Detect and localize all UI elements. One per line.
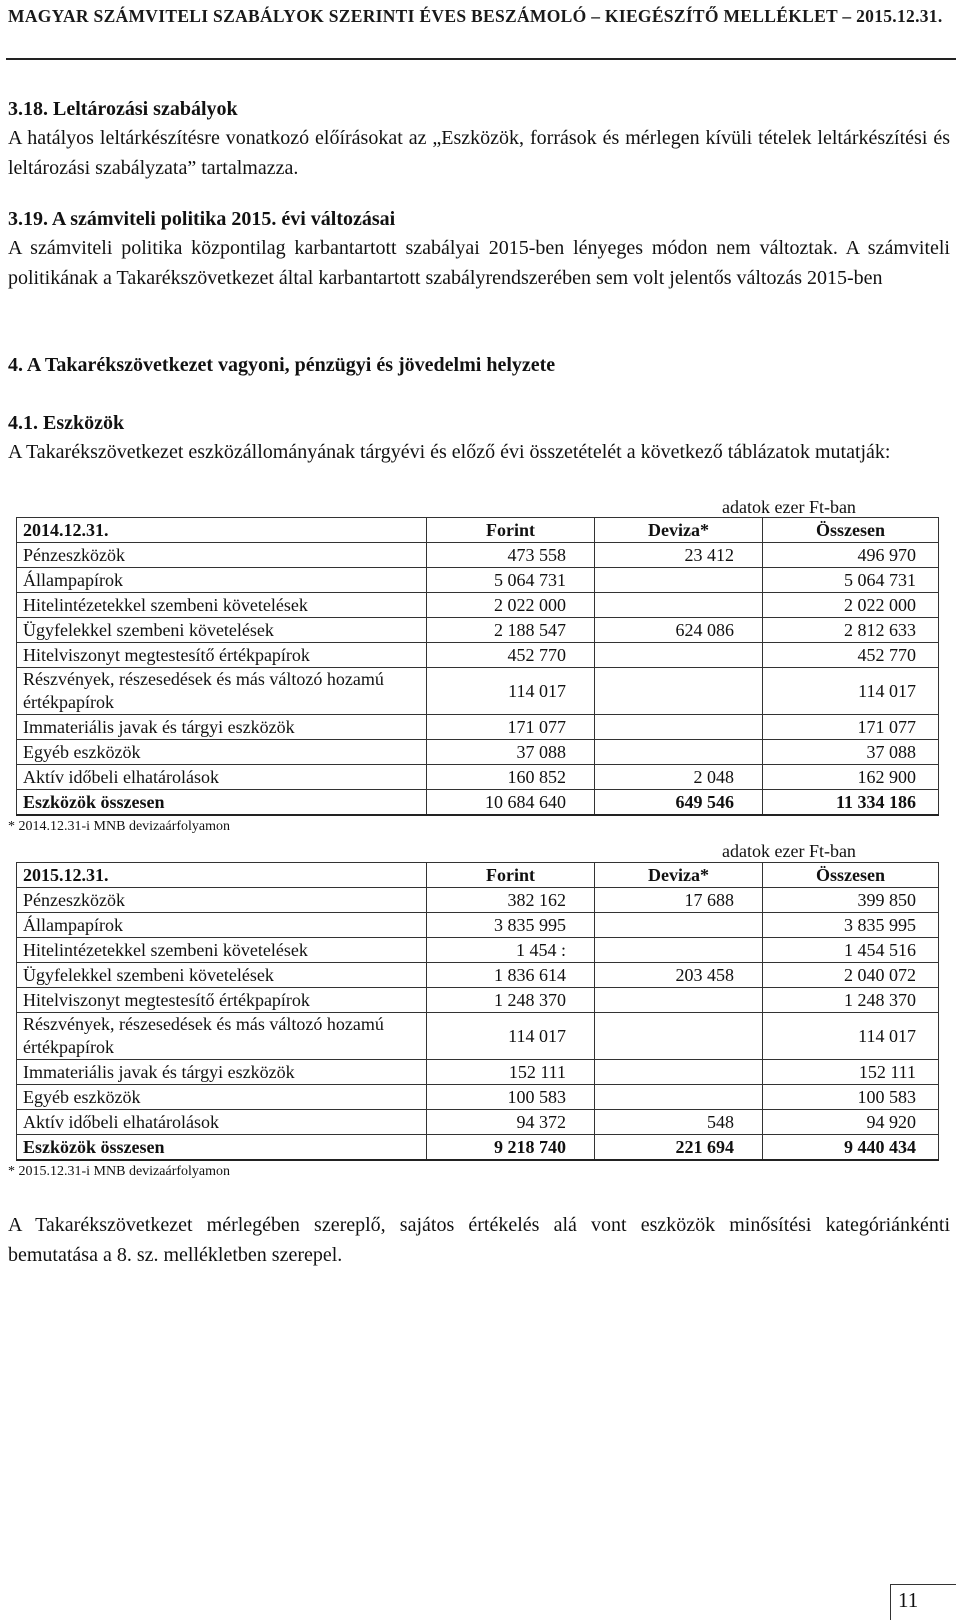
cell-osszesen: 2 022 000 bbox=[763, 593, 939, 618]
table-row bbox=[17, 715, 939, 740]
row-label: Immateriális javak és tárgyi eszközök bbox=[17, 1060, 427, 1085]
cell-deviza bbox=[595, 988, 763, 1013]
total-forint: 10 684 640 bbox=[427, 790, 595, 816]
cell-osszesen: 5 064 731 bbox=[763, 568, 939, 593]
cell-deviza: 17 688 bbox=[595, 888, 763, 913]
footnote-2014: * 2014.12.31-i MNB devizaárfolyamon bbox=[8, 819, 231, 834]
assets-table-2014 bbox=[16, 517, 939, 816]
closing-text: A Takarékszövetkezet mérlegében szereplő, sajátos értékelés alá vont eszközök minősítési kategóriánkénti bemutatása a 8. sz. mellékletben szerepel. bbox=[8, 1214, 950, 1266]
row-label: Állampapírok bbox=[17, 913, 427, 938]
row-label: Ügyfelekkel szembeni követelések bbox=[17, 963, 427, 988]
table-row bbox=[17, 543, 939, 568]
cell-osszesen: 2 040 072 bbox=[763, 963, 939, 988]
cell-forint: 1 248 370 bbox=[427, 988, 595, 1013]
header-osszesen: Összesen bbox=[763, 863, 939, 888]
row-label: Részvények, részesedések és más változó hozamú értékpapírok bbox=[17, 668, 427, 715]
row-label: Állampapírok bbox=[17, 568, 427, 593]
cell-deviza bbox=[595, 938, 763, 963]
assets-table-2015 bbox=[16, 862, 939, 1161]
cell-deviza bbox=[595, 643, 763, 668]
row-label: Részvények, részesedések és más változó hozamú értékpapírok bbox=[17, 1013, 427, 1060]
cell-deviza: 624 086 bbox=[595, 618, 763, 643]
row-label: Pénzeszközök bbox=[17, 543, 427, 568]
cell-forint: 382 162 bbox=[427, 888, 595, 913]
total-deviza: 649 546 bbox=[595, 790, 763, 816]
cell-deviza bbox=[595, 1085, 763, 1110]
cell-deviza: 23 412 bbox=[595, 543, 763, 568]
cell-osszesen: 399 850 bbox=[763, 888, 939, 913]
row-label: Immateriális javak és tárgyi eszközök bbox=[17, 715, 427, 740]
cell-osszesen: 452 770 bbox=[763, 643, 939, 668]
table-row bbox=[17, 913, 939, 938]
cell-deviza: 548 bbox=[595, 1110, 763, 1135]
total-label: Eszközök összesen bbox=[17, 790, 427, 816]
table-row bbox=[17, 988, 939, 1013]
cell-osszesen: 1 454 516 bbox=[763, 938, 939, 963]
cell-osszesen: 2 812 633 bbox=[763, 618, 939, 643]
section-3-18-text: A hatályos leltárkészítésre vonatkozó előírásokat az „Eszközök, források és mérlegen kívüli tételek leltárkészítési és leltározási szabályzata” tartalmazza. bbox=[8, 127, 950, 179]
row-label: Pénzeszközök bbox=[17, 888, 427, 913]
cell-deviza bbox=[595, 913, 763, 938]
cell-forint: 100 583 bbox=[427, 1085, 595, 1110]
cell-forint: 114 017 bbox=[427, 668, 595, 715]
cell-deviza bbox=[595, 740, 763, 765]
table-total-row bbox=[17, 1135, 939, 1161]
header-deviza: Deviza* bbox=[595, 518, 763, 543]
cell-deviza bbox=[595, 715, 763, 740]
cell-osszesen: 496 970 bbox=[763, 543, 939, 568]
unit-note-2014: adatok ezer Ft-ban bbox=[722, 497, 856, 517]
cell-deviza bbox=[595, 568, 763, 593]
cell-deviza bbox=[595, 668, 763, 715]
cell-forint: 5 064 731 bbox=[427, 568, 595, 593]
cell-forint: 3 835 995 bbox=[427, 913, 595, 938]
cell-forint: 452 770 bbox=[427, 643, 595, 668]
cell-deviza bbox=[595, 1060, 763, 1085]
cell-osszesen: 37 088 bbox=[763, 740, 939, 765]
cell-forint: 1 836 614 bbox=[427, 963, 595, 988]
table-row bbox=[17, 740, 939, 765]
cell-forint: 1 454 : bbox=[427, 938, 595, 963]
table-header-row bbox=[17, 863, 939, 888]
header-divider bbox=[6, 58, 956, 60]
cell-osszesen: 94 920 bbox=[763, 1110, 939, 1135]
row-label: Hitelviszonyt megtestesítő értékpapírok bbox=[17, 988, 427, 1013]
cell-osszesen: 3 835 995 bbox=[763, 913, 939, 938]
cell-deviza: 203 458 bbox=[595, 963, 763, 988]
cell-forint: 171 077 bbox=[427, 715, 595, 740]
section-3-19-heading: 3.19. A számviteli politika 2015. évi változásai bbox=[8, 208, 396, 230]
cell-forint: 94 372 bbox=[427, 1110, 595, 1135]
cell-forint: 2 188 547 bbox=[427, 618, 595, 643]
cell-deviza: 2 048 bbox=[595, 765, 763, 790]
table-row bbox=[17, 1013, 939, 1060]
row-label: Ügyfelekkel szembeni követelések bbox=[17, 618, 427, 643]
table-row bbox=[17, 765, 939, 790]
table-row bbox=[17, 963, 939, 988]
cell-osszesen: 152 111 bbox=[763, 1060, 939, 1085]
cell-osszesen: 162 900 bbox=[763, 765, 939, 790]
section-4-1-text: A Takarékszövetkezet eszközállományának tárgyévi és előző évi összetételét a következő táblázatok mutatják: bbox=[8, 441, 891, 463]
cell-forint: 114 017 bbox=[427, 1013, 595, 1060]
cell-forint: 152 111 bbox=[427, 1060, 595, 1085]
page-number-rule bbox=[890, 1584, 956, 1585]
header-date: 2014.12.31. bbox=[17, 518, 427, 543]
table-row bbox=[17, 668, 939, 715]
table-row bbox=[17, 938, 939, 963]
total-label: Eszközök összesen bbox=[17, 1135, 427, 1161]
header-forint: Forint bbox=[427, 863, 595, 888]
table-row bbox=[17, 618, 939, 643]
cell-forint: 160 852 bbox=[427, 765, 595, 790]
cell-osszesen: 114 017 bbox=[763, 668, 939, 715]
cell-forint: 473 558 bbox=[427, 543, 595, 568]
table-row bbox=[17, 1110, 939, 1135]
table-row bbox=[17, 1085, 939, 1110]
total-deviza: 221 694 bbox=[595, 1135, 763, 1161]
cell-osszesen: 1 248 370 bbox=[763, 988, 939, 1013]
row-label: Aktív időbeli elhatárolások bbox=[17, 765, 427, 790]
header-date: 2015.12.31. bbox=[17, 863, 427, 888]
section-4-1-heading: 4.1. Eszközök bbox=[8, 412, 125, 434]
cell-deviza bbox=[595, 593, 763, 618]
footnote-2015: * 2015.12.31-i MNB devizaárfolyamon bbox=[8, 1164, 231, 1179]
table-row bbox=[17, 643, 939, 668]
row-label: Hitelviszonyt megtestesítő értékpapírok bbox=[17, 643, 427, 668]
cell-osszesen: 171 077 bbox=[763, 715, 939, 740]
header-deviza: Deviza* bbox=[595, 863, 763, 888]
header-forint: Forint bbox=[427, 518, 595, 543]
total-osszesen: 9 440 434 bbox=[763, 1135, 939, 1161]
cell-forint: 37 088 bbox=[427, 740, 595, 765]
page-number-divider bbox=[890, 1584, 891, 1620]
cell-osszesen: 100 583 bbox=[763, 1085, 939, 1110]
total-osszesen: 11 334 186 bbox=[763, 790, 939, 816]
row-label: Hitelintézetekkel szembeni követelések bbox=[17, 593, 427, 618]
table-total-row bbox=[17, 790, 939, 816]
table-row bbox=[17, 888, 939, 913]
page-number: 11 bbox=[898, 1588, 919, 1612]
section-3-18-heading: 3.18. Leltározási szabályok bbox=[8, 98, 238, 120]
row-label: Hitelintézetekkel szembeni követelések bbox=[17, 938, 427, 963]
total-forint: 9 218 740 bbox=[427, 1135, 595, 1161]
cell-osszesen: 114 017 bbox=[763, 1013, 939, 1060]
page-header: MAGYAR SZÁMVITELI SZABÁLYOK SZERINTI ÉVES BESZÁMOLÓ – KIEGÉSZÍTŐ MELLÉKLET – 2015.12.31. bbox=[8, 6, 943, 26]
table-header-row bbox=[17, 518, 939, 543]
row-label: Aktív időbeli elhatárolások bbox=[17, 1110, 427, 1135]
cell-forint: 2 022 000 bbox=[427, 593, 595, 618]
unit-note-2015: adatok ezer Ft-ban bbox=[722, 841, 856, 861]
cell-deviza bbox=[595, 1013, 763, 1060]
table-row bbox=[17, 593, 939, 618]
table-row bbox=[17, 1060, 939, 1085]
row-label: Egyéb eszközök bbox=[17, 1085, 427, 1110]
row-label: Egyéb eszközök bbox=[17, 740, 427, 765]
header-osszesen: Összesen bbox=[763, 518, 939, 543]
table-row bbox=[17, 568, 939, 593]
section-4-heading: 4. A Takarékszövetkezet vagyoni, pénzügyi és jövedelmi helyzete bbox=[8, 354, 556, 376]
section-3-19-text: A számviteli politika központilag karbantartott szabályai 2015-ben lényeges módon nem változtak. A számviteli politikának a Takarékszövetkezet által karbantartott szabályrendszerében sem volt jelentős változás 2015-ben bbox=[8, 237, 950, 289]
